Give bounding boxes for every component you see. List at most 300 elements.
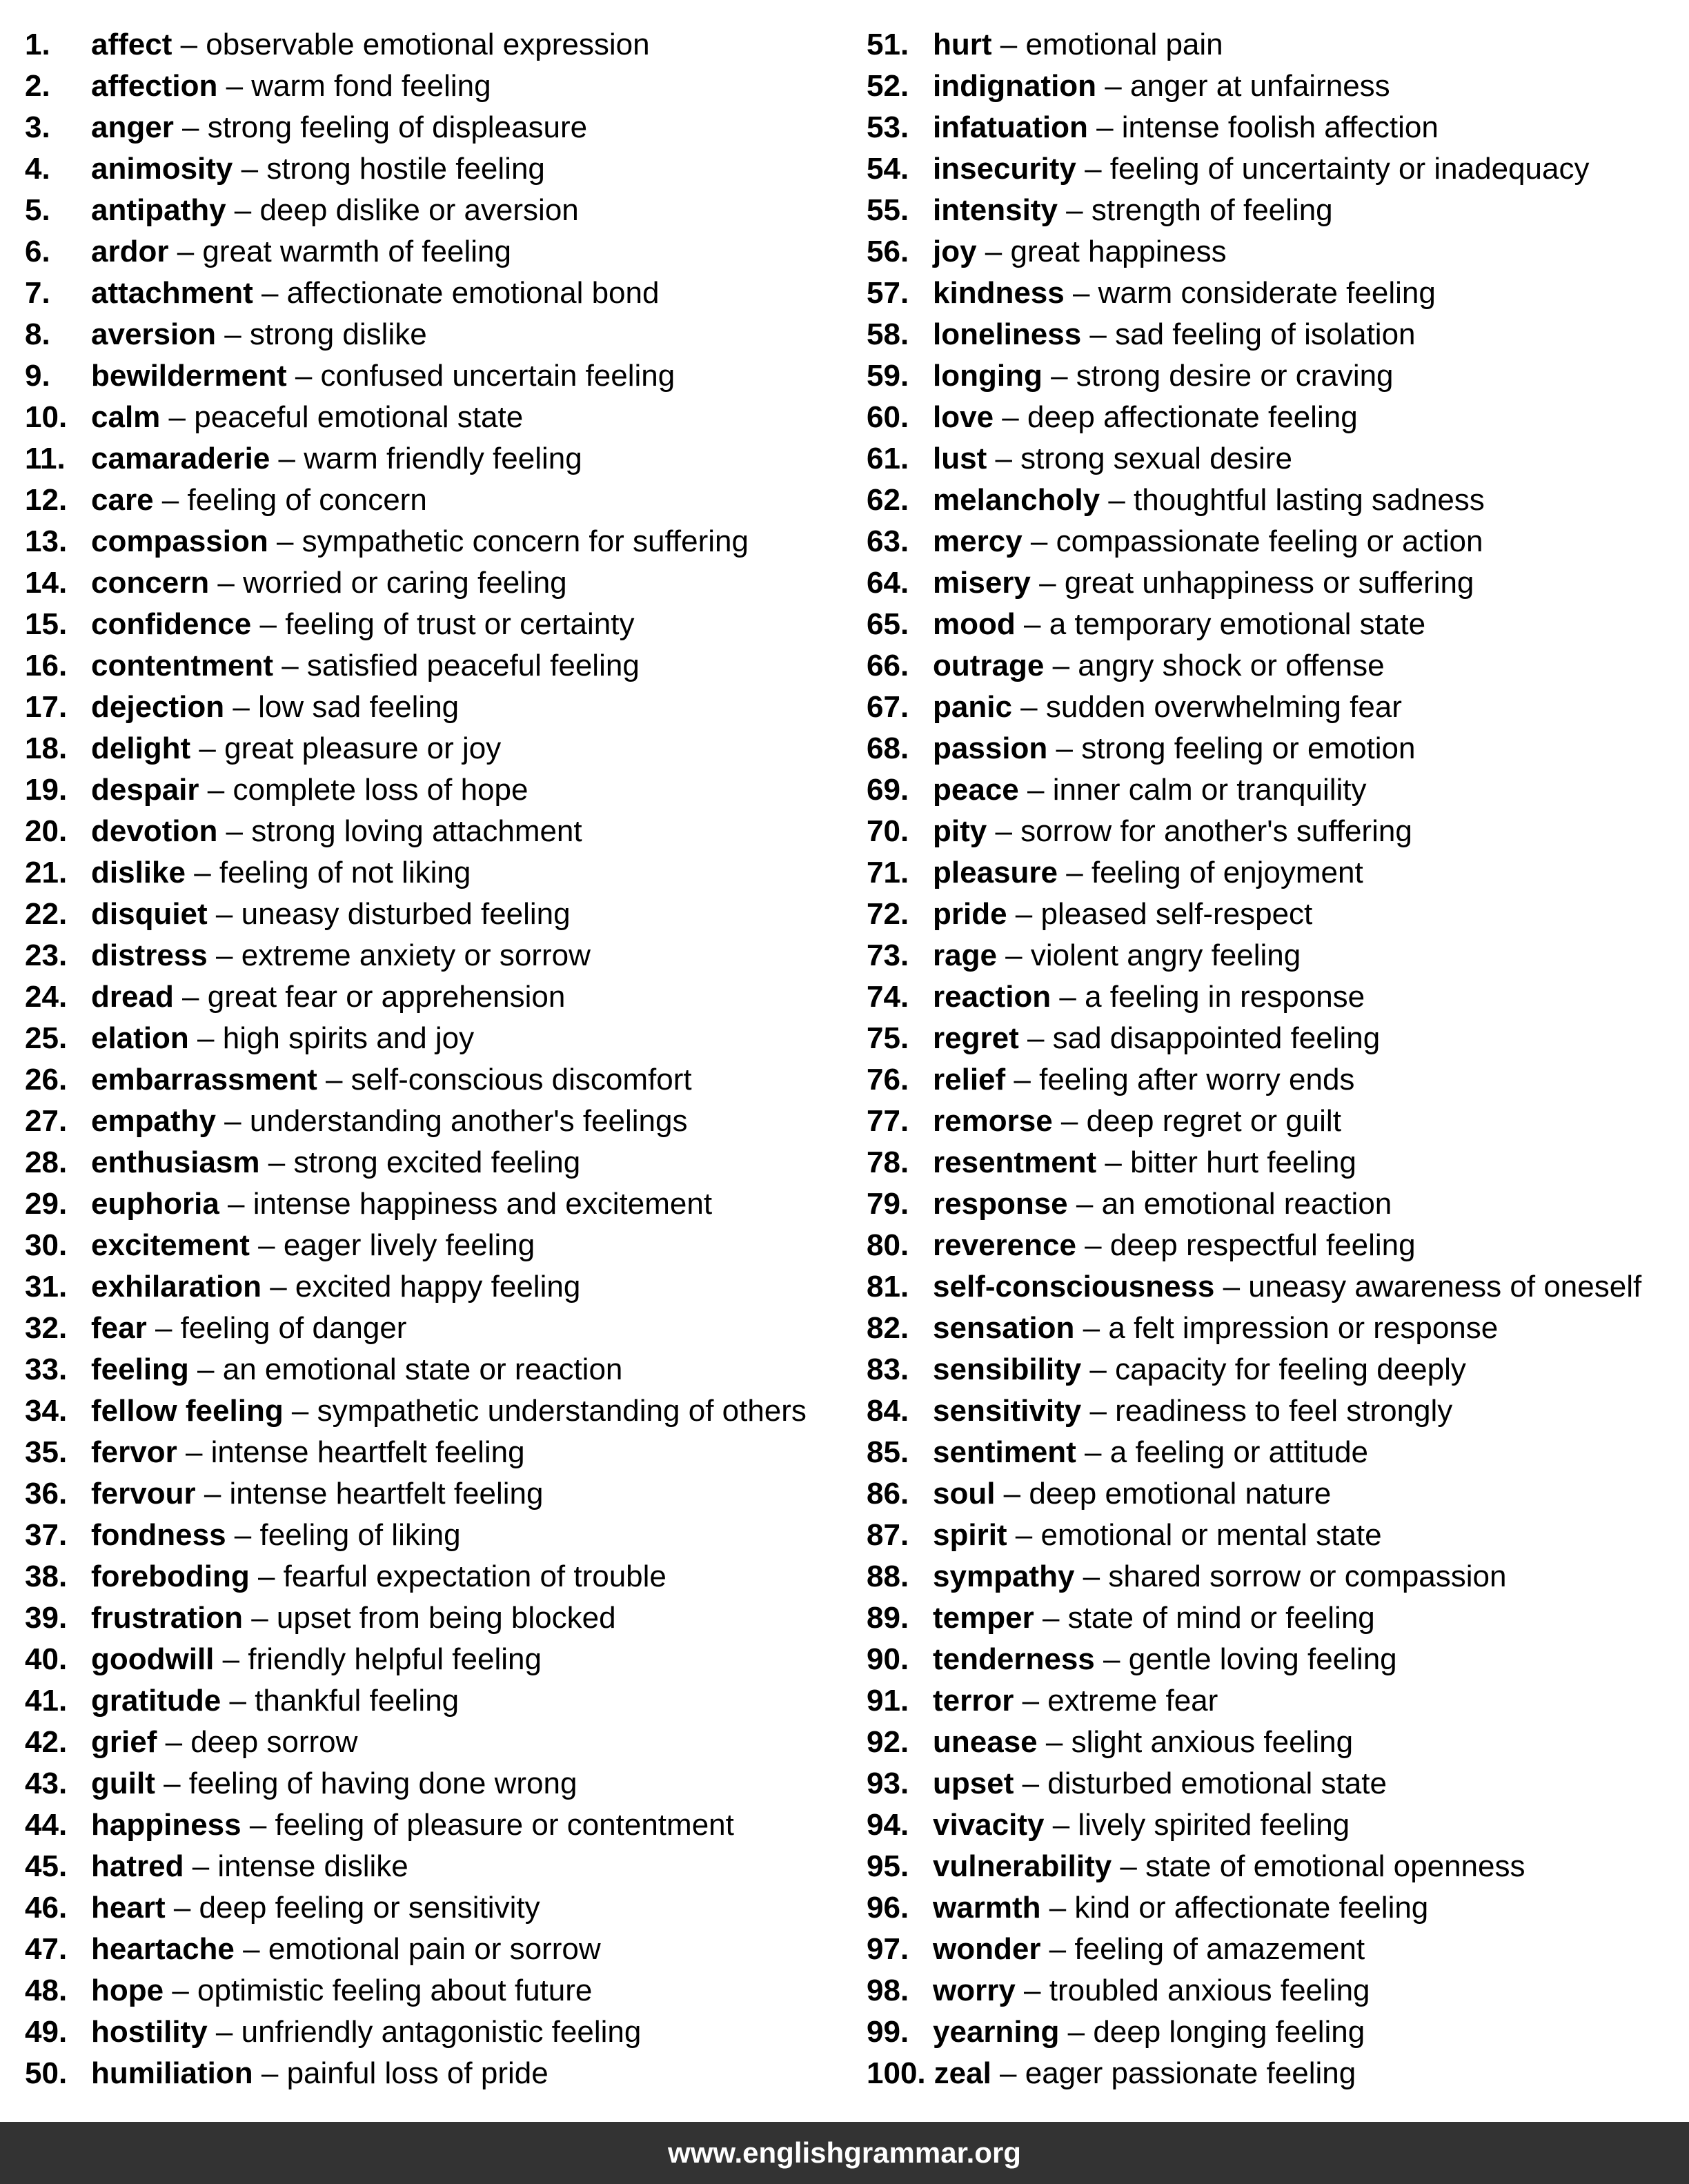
item-word: heartache	[91, 1932, 235, 1966]
item-definition: deep affectionate feeling	[1027, 400, 1358, 434]
item-word: insecurity	[933, 152, 1076, 186]
item-number: 58.	[867, 317, 909, 351]
item-word: despair	[91, 773, 199, 807]
list-item	[867, 1473, 1641, 1515]
list-item	[25, 2053, 807, 2094]
item-separator: –	[1094, 1642, 1129, 1676]
item-number: 89.	[867, 1601, 909, 1635]
item-number: 21.	[25, 856, 68, 889]
item-separator: –	[1014, 1684, 1048, 1718]
list-item	[867, 1763, 1641, 1804]
item-word: tenderness	[933, 1642, 1095, 1676]
item-separator: –	[1011, 690, 1046, 724]
item-number: 7.	[25, 276, 50, 310]
item-separator: –	[261, 1270, 295, 1303]
item-definition: intense dislike	[217, 1849, 408, 1883]
item-number: 52.	[867, 69, 909, 103]
item-separator: –	[283, 1394, 317, 1428]
item-definition: deep feeling or sensitivity	[199, 1891, 540, 1925]
item-separator: –	[1081, 1394, 1116, 1428]
item-word: affection	[91, 69, 218, 103]
footer-url[interactable]: www.englishgrammar.org	[668, 2136, 1021, 2169]
list-item	[25, 1804, 807, 1846]
item-separator: –	[1067, 1187, 1102, 1221]
item-number: 43.	[25, 1767, 68, 1800]
item-separator: –	[207, 938, 241, 972]
item-separator: –	[214, 1642, 248, 1676]
list-item	[867, 1929, 1641, 1970]
item-word: response	[933, 1187, 1068, 1221]
item-number: 86.	[867, 1477, 909, 1511]
list-item	[867, 1308, 1641, 1349]
list-item	[867, 1142, 1641, 1183]
item-word: lust	[933, 442, 987, 475]
item-separator: –	[1030, 566, 1065, 600]
item-definition: angry shock or offense	[1078, 649, 1385, 682]
list-item	[25, 1887, 807, 1929]
item-number: 33.	[25, 1352, 68, 1386]
item-definition: anger at unfairness	[1129, 69, 1390, 103]
item-number: 37.	[25, 1518, 68, 1552]
list-item	[867, 894, 1641, 935]
item-separator: –	[219, 1187, 253, 1221]
item-separator: –	[177, 1435, 211, 1469]
list-item	[25, 148, 807, 190]
item-number: 93.	[867, 1767, 909, 1800]
item-number: 31.	[25, 1270, 68, 1303]
item-number: 42.	[25, 1725, 68, 1759]
item-definition: understanding another's feelings	[249, 1104, 688, 1138]
item-number: 41.	[25, 1684, 68, 1718]
list-item	[25, 562, 807, 604]
list-item	[25, 1059, 807, 1101]
item-word: fervor	[91, 1435, 177, 1469]
item-number: 53.	[867, 110, 909, 144]
item-definition: warm fond feeling	[251, 69, 491, 103]
item-definition: great warmth of feeling	[202, 235, 511, 268]
item-definition: state of mind or feeling	[1067, 1601, 1375, 1635]
list-item	[25, 852, 807, 894]
item-separator: –	[286, 359, 321, 393]
item-number: 17.	[25, 690, 68, 724]
list-item	[867, 24, 1641, 66]
list-item	[25, 1266, 807, 1308]
item-word: unease	[933, 1725, 1038, 1759]
item-definition: feeling of concern	[187, 483, 427, 517]
list-item	[867, 314, 1641, 355]
item-word: reverence	[933, 1228, 1076, 1262]
item-word: distress	[91, 938, 208, 972]
word-list-right-column	[867, 24, 1641, 2094]
item-definition: sympathetic understanding of others	[317, 1394, 807, 1428]
item-separator: –	[195, 1477, 230, 1511]
item-word: rage	[933, 938, 997, 972]
list-item	[25, 1473, 807, 1515]
item-number: 74.	[867, 980, 909, 1014]
list-item	[867, 976, 1641, 1018]
item-definition: friendly helpful feeling	[248, 1642, 542, 1676]
item-word: infatuation	[933, 110, 1088, 144]
item-separator: –	[251, 607, 286, 641]
item-separator: –	[1081, 1352, 1116, 1386]
list-item	[25, 1142, 807, 1183]
item-separator: –	[270, 442, 304, 475]
item-definition: strong excited feeling	[293, 1145, 581, 1179]
word-list-left-column	[25, 24, 807, 2094]
list-item	[25, 604, 807, 645]
item-definition: gentle loving feeling	[1128, 1642, 1397, 1676]
item-number: 10.	[25, 400, 68, 434]
item-separator: –	[987, 442, 1021, 475]
footer-bar	[0, 2122, 1689, 2184]
item-definition: shared sorrow or compassion	[1108, 1560, 1507, 1593]
item-separator: –	[253, 2056, 287, 2090]
item-word: panic	[933, 690, 1012, 724]
list-item	[25, 1763, 807, 1804]
list-item	[25, 521, 807, 562]
list-item	[867, 645, 1641, 687]
item-separator: –	[1076, 152, 1110, 186]
item-separator: –	[249, 1228, 284, 1262]
list-item	[25, 935, 807, 976]
item-number: 20.	[25, 814, 68, 848]
item-separator: –	[226, 1518, 260, 1552]
list-item	[867, 562, 1641, 604]
item-word: anger	[91, 110, 174, 144]
item-word: fondness	[91, 1518, 226, 1552]
item-separator: –	[1044, 649, 1078, 682]
list-item	[25, 1308, 807, 1349]
item-definition: state of emotional openness	[1145, 1849, 1525, 1883]
item-definition: extreme fear	[1047, 1684, 1218, 1718]
item-definition: deep respectful feeling	[1109, 1228, 1416, 1262]
item-separator: –	[1005, 1063, 1040, 1096]
item-word: worry	[933, 1974, 1016, 2007]
list-item	[25, 1349, 807, 1390]
item-word: pity	[933, 814, 987, 848]
list-item	[867, 1970, 1641, 2011]
item-definition: affectionate emotional bond	[286, 276, 660, 310]
list-item	[25, 728, 807, 769]
item-definition: deep regret or guilt	[1086, 1104, 1341, 1138]
item-separator: –	[233, 152, 267, 186]
item-word: dejection	[91, 690, 225, 724]
item-definition: strong dislike	[249, 317, 427, 351]
item-separator: –	[1042, 359, 1076, 393]
list-item	[25, 438, 807, 480]
item-definition: sorrow for another's suffering	[1020, 814, 1412, 848]
list-item	[867, 190, 1641, 231]
item-word: upset	[933, 1767, 1014, 1800]
list-item	[867, 521, 1641, 562]
item-definition: disturbed emotional state	[1047, 1767, 1387, 1800]
item-separator: –	[1096, 69, 1130, 103]
item-number: 61.	[867, 442, 909, 475]
item-separator: –	[976, 235, 1011, 268]
item-definition: painful loss of pride	[286, 2056, 549, 2090]
item-word: love	[933, 400, 994, 434]
item-definition: upset from being blocked	[276, 1601, 616, 1635]
list-item	[867, 687, 1641, 728]
item-separator: –	[164, 1974, 198, 2007]
item-separator: –	[1057, 193, 1092, 227]
item-separator: –	[1100, 483, 1134, 517]
item-separator: –	[215, 317, 250, 351]
item-separator: –	[253, 276, 287, 310]
item-separator: –	[207, 897, 241, 931]
item-word: sensation	[933, 1311, 1075, 1345]
item-word: hope	[91, 1974, 164, 2007]
list-item	[867, 2011, 1641, 2053]
item-number: 62.	[867, 483, 909, 517]
item-number: 70.	[867, 814, 909, 848]
item-definition: uneasy disturbed feeling	[241, 897, 571, 931]
item-number: 48.	[25, 1974, 68, 2007]
item-number: 84.	[867, 1394, 909, 1428]
item-definition: strong hostile feeling	[266, 152, 545, 186]
list-item	[867, 1556, 1641, 1597]
item-definition: great fear or apprehension	[207, 980, 566, 1014]
list-item	[867, 1680, 1641, 1722]
item-definition: feeling of uncertainty or inadequacy	[1109, 152, 1590, 186]
item-number: 83.	[867, 1352, 909, 1386]
item-number: 73.	[867, 938, 909, 972]
item-word: calm	[91, 400, 161, 434]
item-word: care	[91, 483, 154, 517]
item-definition: warm considerate feeling	[1098, 276, 1436, 310]
item-definition: sad disappointed feeling	[1052, 1021, 1381, 1055]
item-definition: intense heartfelt feeling	[210, 1435, 525, 1469]
item-separator: –	[1051, 980, 1085, 1014]
item-number: 63.	[867, 524, 909, 558]
item-definition: satisfied peaceful feeling	[306, 649, 640, 682]
item-separator: –	[207, 2015, 241, 2049]
item-separator: –	[1018, 1021, 1053, 1055]
item-word: melancholy	[933, 483, 1100, 517]
item-number: 4.	[25, 152, 50, 186]
item-word: compassion	[91, 524, 268, 558]
item-number: 68.	[867, 731, 909, 765]
item-number: 90.	[867, 1642, 909, 1676]
list-item	[25, 1929, 807, 1970]
item-word: temper	[933, 1601, 1034, 1635]
item-definition: capacity for feeling deeply	[1115, 1352, 1466, 1386]
list-item	[867, 273, 1641, 314]
item-word: remorse	[933, 1104, 1053, 1138]
item-number: 55.	[867, 193, 909, 227]
item-word: enthusiasm	[91, 1145, 260, 1179]
list-item	[25, 1515, 807, 1556]
item-number: 14.	[25, 566, 68, 600]
list-item	[25, 687, 807, 728]
item-separator: –	[273, 649, 307, 682]
item-definition: deep longing feeling	[1093, 2015, 1365, 2049]
item-definition: warm friendly feeling	[304, 442, 582, 475]
list-item	[867, 1059, 1641, 1101]
item-separator: –	[153, 483, 188, 517]
list-item	[867, 604, 1641, 645]
list-item	[867, 852, 1641, 894]
item-definition: feeling of liking	[259, 1518, 461, 1552]
item-word: camaraderie	[91, 442, 270, 475]
item-word: hatred	[91, 1849, 184, 1883]
item-definition: readiness to feel strongly	[1115, 1394, 1453, 1428]
list-item	[867, 1432, 1641, 1473]
item-separator: –	[234, 1932, 268, 1966]
item-number: 39.	[25, 1601, 68, 1635]
item-definition: strength of feeling	[1091, 193, 1333, 227]
item-number: 27.	[25, 1104, 68, 1138]
item-word: attachment	[91, 276, 253, 310]
item-separator: –	[1015, 607, 1049, 641]
item-word: sympathy	[933, 1560, 1075, 1593]
item-number: 40.	[25, 1642, 68, 1676]
list-item	[867, 148, 1641, 190]
list-item	[867, 728, 1641, 769]
list-item	[867, 769, 1641, 811]
item-separator: –	[991, 28, 1026, 61]
item-separator: –	[1040, 1891, 1075, 1925]
item-number: 71.	[867, 856, 909, 889]
item-separator: –	[217, 69, 252, 103]
list-item	[25, 1597, 807, 1639]
item-definition: confused uncertain feeling	[320, 359, 675, 393]
item-definition: strong sexual desire	[1020, 442, 1292, 475]
item-separator: –	[1015, 1974, 1049, 2007]
item-separator: –	[1064, 276, 1098, 310]
item-number: 24.	[25, 980, 68, 1014]
item-number: 60.	[867, 400, 909, 434]
item-definition: feeling of enjoyment	[1091, 856, 1363, 889]
item-separator: –	[1044, 1808, 1078, 1842]
item-separator: –	[994, 400, 1027, 434]
item-number: 2.	[25, 69, 50, 103]
item-separator: –	[1214, 1270, 1249, 1303]
item-separator: –	[1076, 1435, 1110, 1469]
item-word: frustration	[91, 1601, 243, 1635]
item-number: 79.	[867, 1187, 909, 1221]
list-item	[25, 1722, 807, 1763]
item-definition: unfriendly antagonistic feeling	[241, 2015, 642, 2049]
item-definition: inner calm or tranquility	[1052, 773, 1367, 807]
item-number: 50.	[25, 2056, 68, 2090]
item-definition: sympathetic concern for suffering	[302, 524, 749, 558]
list-item	[867, 1804, 1641, 1846]
item-definition: intense happiness and excitement	[253, 1187, 713, 1221]
item-word: hurt	[933, 28, 992, 61]
list-item	[25, 1018, 807, 1059]
item-number: 28.	[25, 1145, 68, 1179]
list-item	[25, 976, 807, 1018]
item-separator: –	[259, 1145, 294, 1179]
item-number: 44.	[25, 1808, 68, 1842]
item-number: 92.	[867, 1725, 909, 1759]
item-separator: –	[991, 2056, 1025, 2090]
item-word: pride	[933, 897, 1007, 931]
item-word: humiliation	[91, 2056, 253, 2090]
list-item	[25, 1432, 807, 1473]
list-item	[25, 645, 807, 687]
list-item	[25, 314, 807, 355]
list-item	[867, 1390, 1641, 1432]
item-number: 34.	[25, 1394, 68, 1428]
item-separator: –	[1081, 317, 1116, 351]
item-separator: –	[1007, 1518, 1041, 1552]
item-word: loneliness	[933, 317, 1082, 351]
list-item	[867, 1597, 1641, 1639]
item-word: sensibility	[933, 1352, 1082, 1386]
item-word: empathy	[91, 1104, 216, 1138]
item-number: 18.	[25, 731, 68, 765]
item-number: 1.	[25, 28, 50, 61]
item-separator: –	[249, 1560, 284, 1593]
item-definition: great pleasure or joy	[224, 731, 502, 765]
item-separator: –	[146, 1311, 181, 1345]
item-number: 95.	[867, 1849, 909, 1883]
item-definition: eager passionate feeling	[1025, 2056, 1356, 2090]
item-word: yearning	[933, 2015, 1060, 2049]
item-word: pleasure	[933, 856, 1058, 889]
item-definition: a felt impression or response	[1108, 1311, 1499, 1345]
item-definition: a feeling in response	[1085, 980, 1365, 1014]
item-word: relief	[933, 1063, 1006, 1096]
item-number: 38.	[25, 1560, 68, 1593]
item-number: 57.	[867, 276, 909, 310]
item-separator: –	[995, 1477, 1029, 1511]
item-word: terror	[933, 1684, 1014, 1718]
list-item	[25, 2011, 807, 2053]
item-definition: fearful expectation of trouble	[283, 1560, 666, 1593]
list-item	[867, 1639, 1641, 1680]
list-item	[25, 231, 807, 273]
item-number: 97.	[867, 1932, 909, 1966]
list-item	[25, 190, 807, 231]
item-word: misery	[933, 566, 1031, 600]
item-word: heart	[91, 1891, 166, 1925]
item-number: 19.	[25, 773, 68, 807]
item-separator: –	[1047, 731, 1082, 765]
item-word: bewilderment	[91, 359, 287, 393]
item-definition: deep emotional nature	[1029, 1477, 1332, 1511]
list-item	[867, 811, 1641, 852]
item-word: wonder	[933, 1932, 1041, 1966]
item-number: 69.	[867, 773, 909, 807]
item-word: zeal	[934, 2056, 991, 2090]
item-definition: emotional or mental state	[1040, 1518, 1382, 1552]
item-separator: –	[317, 1063, 351, 1096]
item-word: elation	[91, 1021, 189, 1055]
list-item	[867, 1515, 1641, 1556]
item-separator: –	[268, 524, 302, 558]
item-definition: deep dislike or aversion	[259, 193, 579, 227]
item-separator: –	[243, 1601, 277, 1635]
item-separator: –	[173, 110, 208, 144]
item-word: devotion	[91, 814, 218, 848]
item-word: animosity	[91, 152, 233, 186]
list-item	[867, 1887, 1641, 1929]
item-number: 76.	[867, 1063, 909, 1096]
item-word: fellow feeling	[91, 1394, 284, 1428]
item-number: 3.	[25, 110, 50, 144]
list-item	[867, 2053, 1641, 2094]
item-definition: feeling of danger	[180, 1311, 407, 1345]
item-separator: –	[184, 1849, 218, 1883]
item-separator: –	[168, 235, 203, 268]
item-word: mood	[933, 607, 1016, 641]
item-definition: strong feeling or emotion	[1081, 731, 1416, 765]
list-item	[25, 1101, 807, 1142]
item-number: 65.	[867, 607, 909, 641]
